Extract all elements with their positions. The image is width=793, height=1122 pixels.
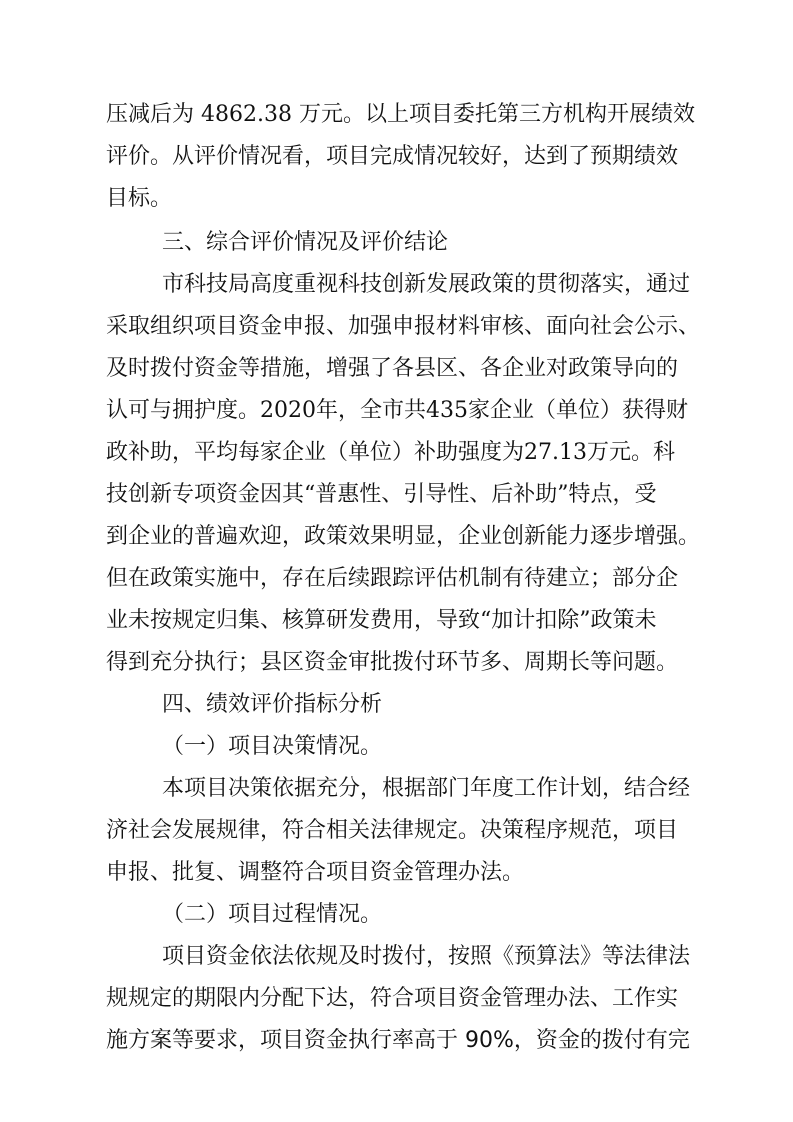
document-page: 压减后为 4862.38 万元。以上项目委托第三方机构开展绩效 评价。从评价情况看，项目完成情况较好，达到了预期绩效 目标。 三、综合评价情况及评价结论 市科技局高度重视科技创新发展政策的贯彻落实，通过 采取组织项目资金申报、加强申报材料审核、面向社会公示、 及时拨付资金等措施，增强了各县区、各企业对政策导向的 认可与拥护度。2020年，全市共435家企业（单位）获得财 政补助，平均每家企业（单位）补助强度为27.13万元。科 技创新专项资金因其“普惠性、引导性、后补助”特点，受 到企业的普遍欢迎，政策效果明显，企业创新能力逐步增强。 但在政策实施中，存在后续跟踪评估机制有待建立；部分企 业未按规定归集、核算研发费用，导致“加计扣除”政策未 得到充分执行；县区资金审批拨付环节多、周期长等问题。 四、绩效评价指标分析 （一）项目决策情况。 本项目决策依据充分，根据部门年度工作计划，结合经 济社会发展规律，符合相关法律规定。决策程序规范，项目 申报、批复、调整符合项目资金管理办法。 （二）项目过程情况。 项目资金依法依规及时拨付，按照《预算法》等法律法 规规定的期限内分配下达，符合项目资金管理办法、工作实 施方案等要求，项目资金执行率高于 90%，资金的拨付有完 <box>106 102 701 1053</box>
